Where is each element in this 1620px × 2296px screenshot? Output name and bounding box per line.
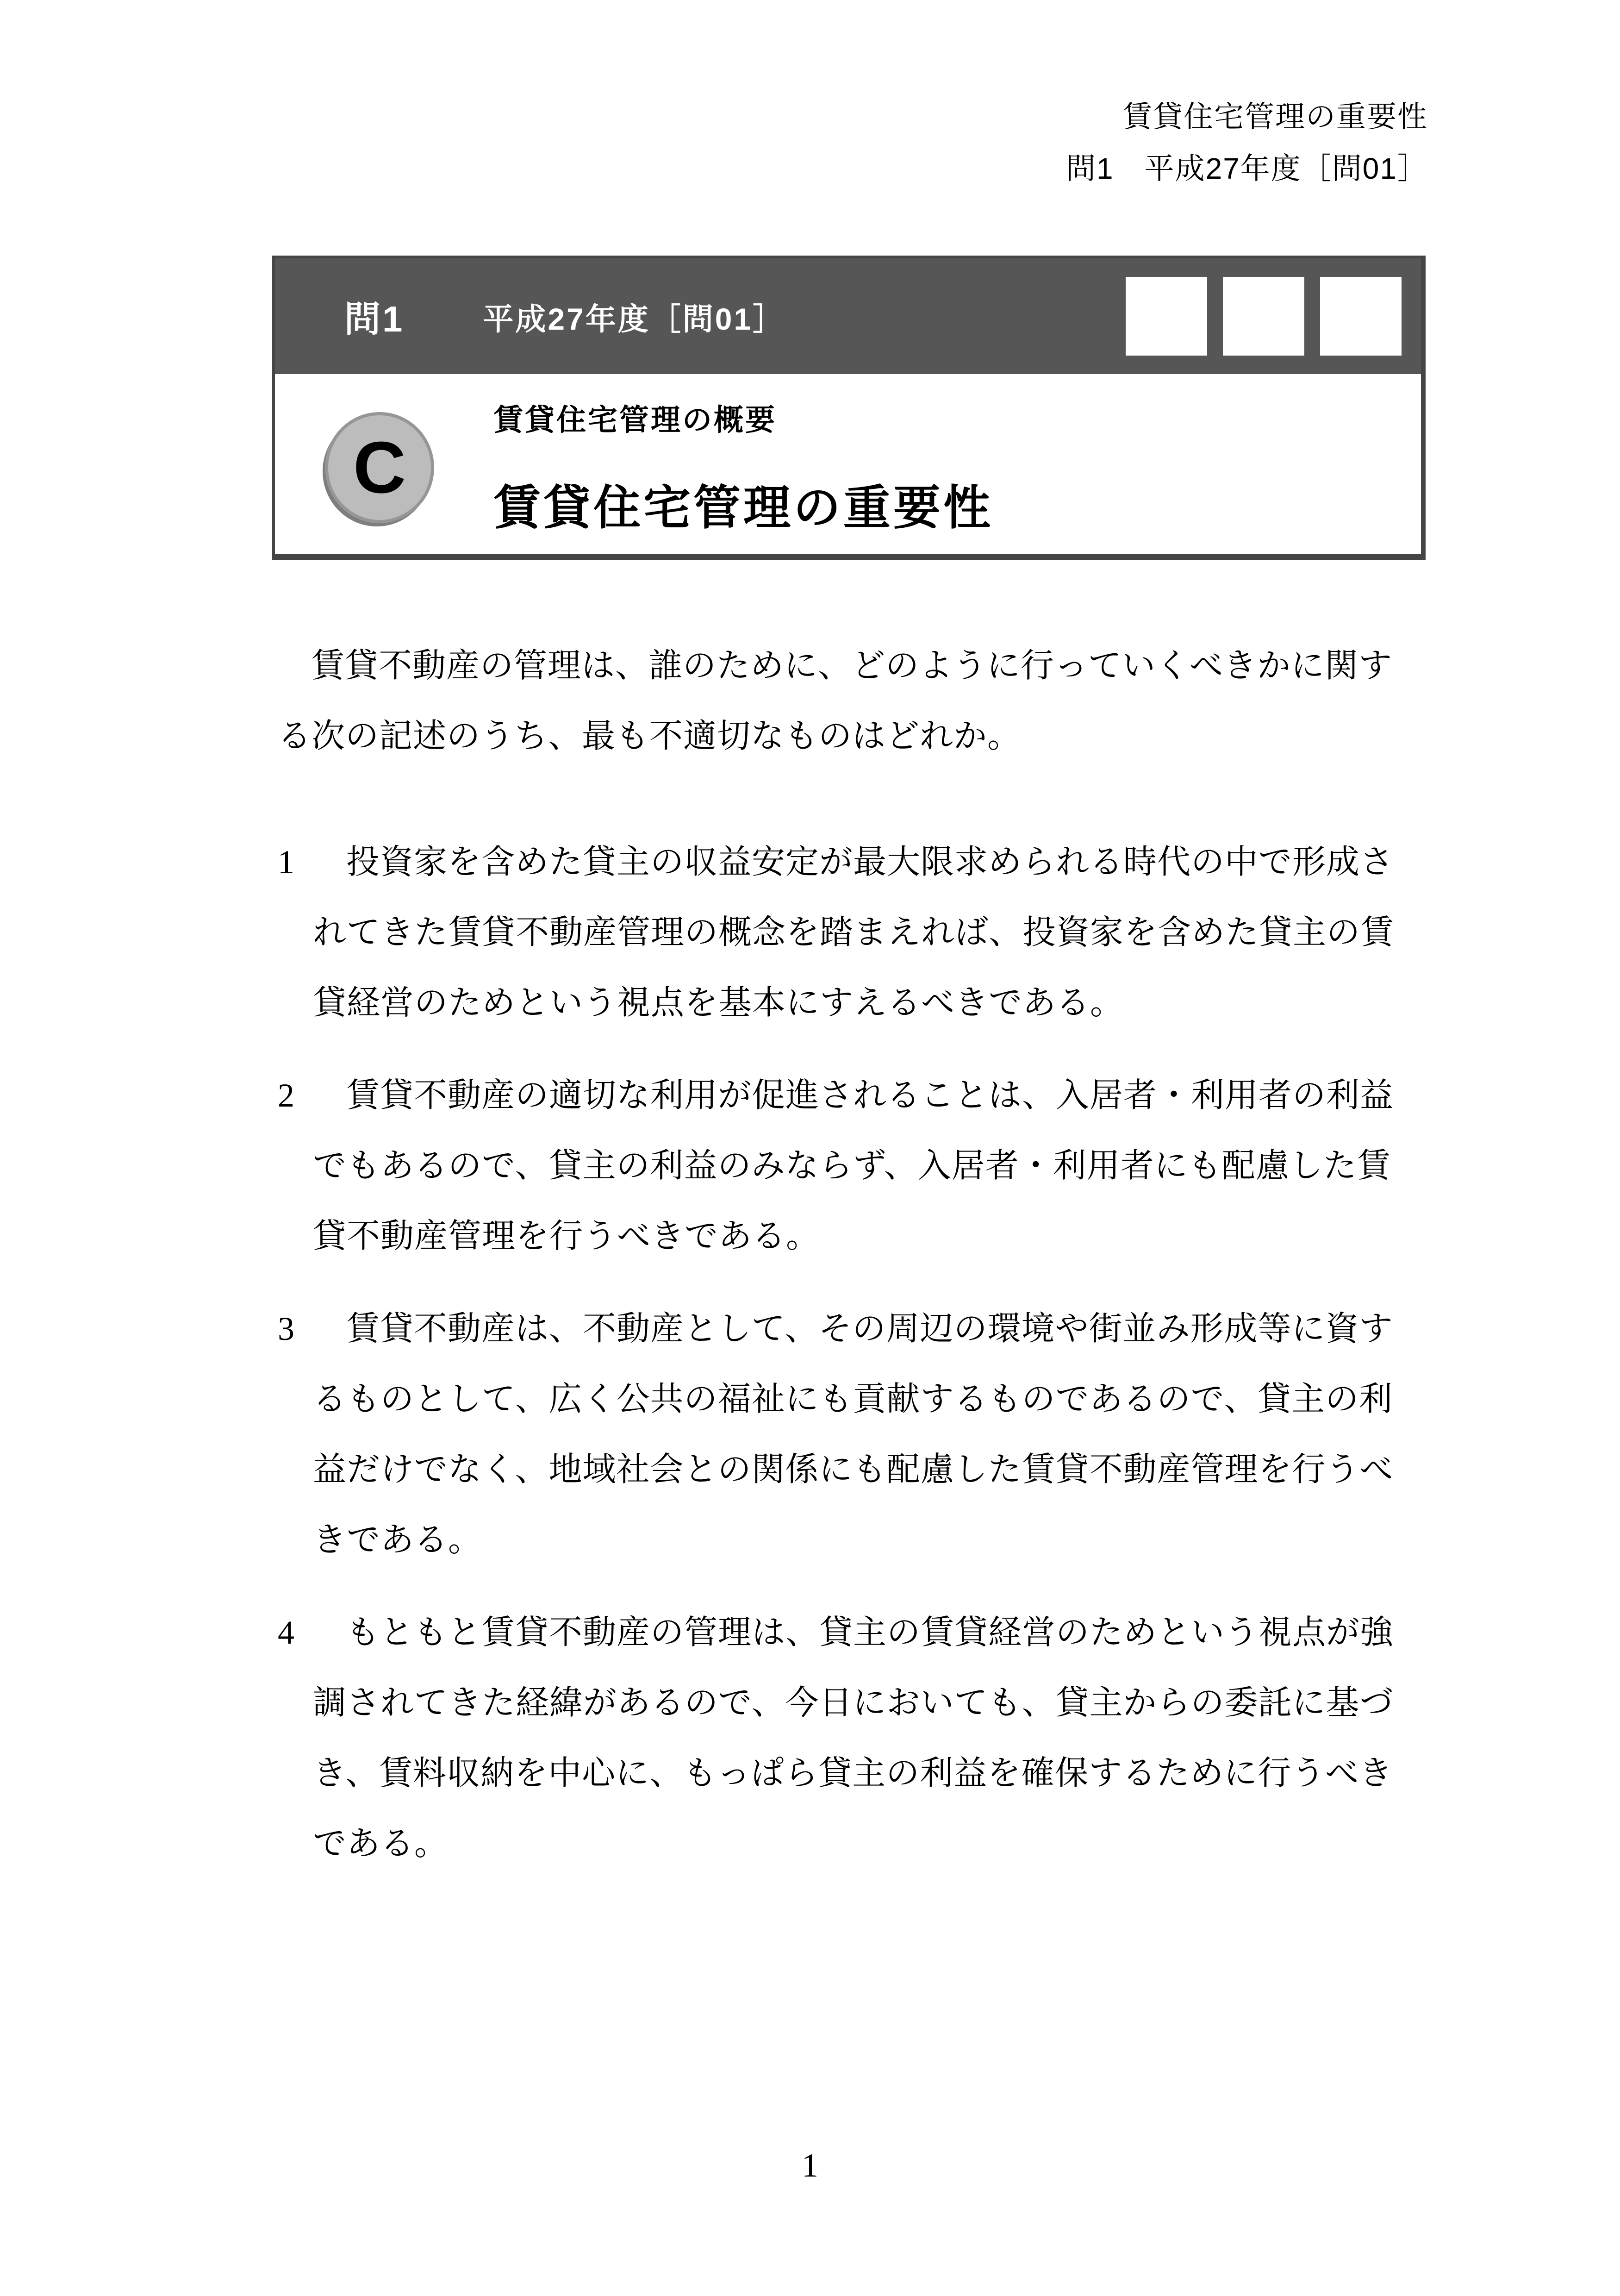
question-box-band [275,258,1421,374]
question-title-box [272,256,1426,560]
option-text: 投資家を含めた貸主の収益安定が最大限求められる時代の中で形成さ [346,844,1394,881]
page-number: 1 [802,2147,818,2184]
option-line: 貸経営のためという視点を基本にすえるべきである。 [313,984,1124,1021]
option-line: れてきた賃貸不動産管理の概念を踏まえれば、投資家を含めた貸主の賃 [313,914,1395,951]
option-text: 賃貸不動産は、不動産として、その周辺の環境や街並み形成等に資す [346,1310,1393,1347]
question-stem-line: 賃貸不動産の管理は、誰のために、どのように行っていくべきかに関す [311,647,1393,684]
page-title: 賃貸住宅管理の重要性 [493,482,993,534]
option-line [278,1294,1428,1364]
option-line: である。 [313,1825,449,1862]
option-line: るものとして、広く公共の福祉にも貢献するものであるので、貸主の利 [313,1381,1393,1418]
option-line: きである。 [313,1521,482,1558]
question-content [278,631,1428,1879]
difficulty-badge: C [325,412,434,523]
question-number-label: 問1 [344,299,405,339]
option-line: 益だけでなく、地域社会との関係にも配慮した賃貸不動産管理を行うべ [313,1451,1394,1488]
answer-check-squares [1126,277,1402,356]
answer-check-square [1223,277,1304,356]
option-line: でもあるので、貸主の利益のみならず、入居者・利用者にも配慮した賃 [313,1147,1391,1184]
option-line: き、賃料収納を中心に、もっぱら貸主の利益を確保するために行うべき [313,1755,1393,1792]
exam-year-label: 平成27年度［問01］ [483,301,785,336]
option-text: 賃貸不動産の適切な利用が促進されることは、入居者・利用者の利益 [346,1077,1394,1114]
option-number: 2 [278,1077,295,1114]
option-number: 4 [278,1614,295,1651]
option-line [278,1060,1428,1131]
category-label: 賃貸住宅管理の概要 [493,403,777,437]
question-box-body [275,374,1421,554]
option-text: もともと賃貸不動産の管理は、貸主の賃貸経営のためという視点が強 [346,1614,1394,1651]
option-3 [278,1294,1428,1575]
running-header [1066,91,1428,194]
option-number: 3 [278,1310,295,1347]
answer-check-square [1126,277,1207,356]
option-2 [278,1060,1428,1271]
running-header-title: 賃貸住宅管理の重要性 [1122,100,1428,133]
answer-check-square [1320,277,1402,356]
option-line: 調されてきた経緯があるので、今日においても、貸主からの委託に基づ [313,1684,1394,1721]
option-line: 貸不動産管理を行うべきである。 [313,1218,820,1255]
running-header-question-ref: 問1 平成27年度［問01］ [1066,152,1428,185]
option-4 [278,1597,1428,1879]
question-stem-line: る次の記述のうち、最も不適切なものはどれか。 [278,718,1022,755]
option-line [278,827,1428,897]
question-stem [278,631,1428,771]
option-1 [278,827,1428,1038]
option-line [278,1597,1428,1668]
option-number: 1 [278,844,295,881]
